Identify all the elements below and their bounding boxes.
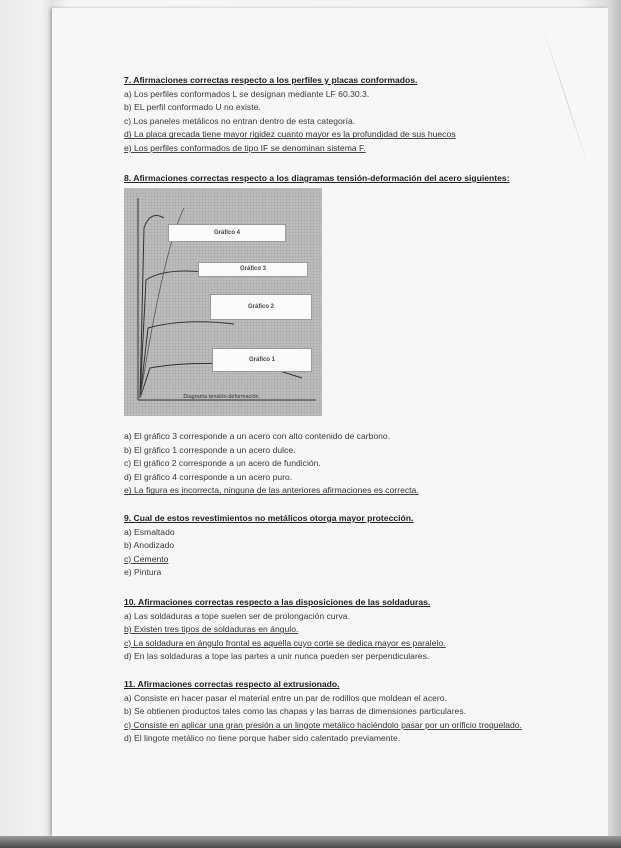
option-d: d) El lingote metálico no tiene porque haber sido calentado previamente.: [124, 733, 401, 744]
graph-4-label: Gráfico 4: [168, 224, 286, 242]
question-title: 9. Cual de estos revestimientos no metálicos otorga mayor protección.: [124, 513, 414, 523]
option-b: b) EL perfil conformado U no existe.: [124, 102, 261, 113]
option-b: b) Existen tres tipos de soldaduras en ángulo.: [124, 624, 299, 635]
option-d: d) El gráfico 4 corresponde a un acero puro.: [124, 471, 293, 482]
option-a: a) Los perfiles conformados L se designan mediante LF 60.30.3.: [124, 88, 370, 99]
graph-2-label: Gráfico 2: [210, 294, 312, 320]
question-8: [124, 172, 564, 186]
graph-3-label: Gráfico 3: [198, 262, 308, 277]
option-c: c) Cemento: [124, 553, 169, 564]
question-title: 11. Afirmaciones correctas respecto al extrusionado.: [124, 679, 340, 689]
option-b: b) Se obtienen productos tales como las chapas y las barras de dimensiones particulares.: [124, 706, 467, 717]
option-a: a) Las soldaduras a tope suelen ser de prolongación curva.: [124, 610, 350, 621]
option-c: c) El gráfico 2 corresponde a un acero de fundición.: [124, 458, 321, 469]
question-8-options: [124, 430, 564, 498]
question-title: 10. Afirmaciones correctas respecto a las disposiciones de las soldaduras.: [124, 597, 431, 607]
option-b: b) Anodizado: [124, 540, 175, 551]
option-a: a) Consiste en hacer pasar el material entre un par de rodillos que moldean el acero.: [124, 692, 447, 703]
option-d: d) La placa grecada tiene mayor rigidez cuanto mayor es la profundidad de sus huecos: [124, 129, 456, 140]
option-a: a) El gráfico 3 corresponde a un acero con alto contenido de carbono.: [124, 431, 391, 441]
option-c: c) Consiste en aplicar una gran presión a un lingote metálico haciéndolo pasar por un orificio troquelado.: [124, 719, 522, 730]
option-e: e) Los perfiles conformados de tipo IF se denominan sistema F.: [124, 142, 366, 153]
question-title: 7. Afirmaciones correctas respecto a los perfiles y placas conformados.: [124, 75, 418, 85]
question-10: [124, 596, 564, 664]
option-c: c) La soldadura en ángulo frontal es aquella cuyo corte se dedica mayor es paralelo.: [124, 637, 446, 648]
question-title: 8. Afirmaciones correctas respecto a los diagramas tensión-deformación del acero siguientes:: [124, 173, 510, 183]
question-11: [124, 678, 544, 746]
question-9: [124, 512, 564, 580]
option-b: b) El gráfico 1 corresponde a un acero dulce.: [124, 444, 296, 455]
stress-strain-figure: [124, 188, 322, 416]
graph-1-label: Gráfico 1: [212, 348, 312, 372]
scanner-edge: [0, 836, 621, 848]
option-a: a) Esmaltado: [124, 526, 175, 537]
question-7: [124, 74, 564, 156]
option-d: d) En las soldaduras a tope las partes a unir nunca pueden ser perpendiculares.: [124, 651, 430, 662]
option-e: e) Pintura: [124, 567, 162, 578]
figure-caption: Diagrama tensión-deformación: [183, 394, 259, 400]
option-e: e) La figura es incorrecta, ninguna de las anteriores afirmaciones es correcta.: [124, 485, 419, 496]
option-c: c) Los paneles metálicos no entran dentro de esta categoría.: [124, 115, 356, 126]
